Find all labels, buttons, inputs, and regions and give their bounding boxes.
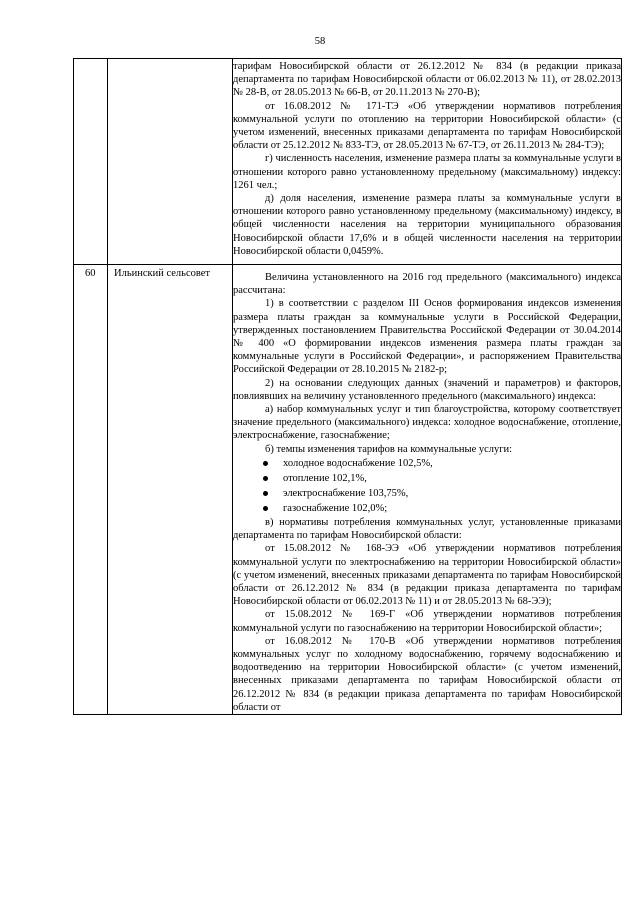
municipality-cell xyxy=(108,265,233,715)
list-item xyxy=(283,501,621,516)
paragraph: г) численность населения, изменение размера платы за коммунальные услуги в отношении которого равно установленному предельному (максимальному) индексу: 1261 чел.; xyxy=(233,153,621,191)
list-item xyxy=(283,456,621,471)
paragraph: от 16.08.2012 № 171-ТЭ «Об утверждении нормативов потребления коммунальной услуги по отоплению на территории Новосибирской области» (с учетом изменений, внесенных приказами департамента по тарифам Новосибирской области от 25.12.2012 № 833-ТЭ, от 28.05.2013 № 67-ТЭ, от 26.11.2013 № 284-ТЭ); xyxy=(233,100,621,152)
municipality-cell xyxy=(108,59,233,265)
description-cell xyxy=(233,265,622,715)
paragraph: 1) в соответствии с разделом III Основ формирования индексов изменения размера платы граждан за коммунальные услуги в Российской Федерации, утвержденных постановлением Правительства Российской Федерации от 30.04.2014 № 400 «О формировании индексов изменения размера платы граждан за коммунальные услуги в Российской Федерации», и распоряжением Правительства Российской Федерации от 28.10.2015 № 2182-р; xyxy=(233,298,621,376)
paragraph: б) темпы изменения тарифов на коммунальные услуги: xyxy=(265,443,513,455)
paragraph: 2) на основании следующих данных (значений и параметров) и факторов, повлиявших на величину установленного предельного (максимального) индекса: xyxy=(233,377,621,402)
description-cell xyxy=(233,59,622,265)
row-number-cell xyxy=(74,265,108,715)
paragraph: Величина установленного на 2016 год предельного (максимального) индекса рассчитана: xyxy=(233,272,621,297)
municipality-name xyxy=(108,59,232,61)
list-item-text: холодное водоснабжение 102,5%, xyxy=(283,457,433,469)
row-number: 60 xyxy=(85,268,96,280)
list-item-text: электроснабжение 103,75%, xyxy=(283,487,409,499)
tariff-growth-list xyxy=(233,456,621,516)
row-number-cell xyxy=(74,59,108,265)
bullet-icon xyxy=(263,506,268,511)
bullet-icon xyxy=(263,476,268,481)
municipality-name: Ильинский сельсовет xyxy=(114,268,211,280)
row-number xyxy=(74,59,107,61)
paragraph: тарифам Новосибирской области от 26.12.2012 № 834 (в редакции приказа департамента по тарифам Новосибирской области от 06.02.2013 № 11), от 28.02.2013 № 28-В, от 28.05.2013 № 66-В, от 20.11.2013 № 270-В); xyxy=(233,61,621,99)
paragraph: д) доля населения, изменение размера платы за коммунальные услуги в отношении которого равно установленному предельному (максимальному) индексу, в общей численности населения на территории муниципального образования Новосибирской области 17,6% и в общей численности населения на территории Новосибирской области 0,0459%. xyxy=(233,193,621,257)
page-number: 58 xyxy=(314,36,326,47)
table-row xyxy=(74,265,622,715)
bullet-icon xyxy=(263,491,268,496)
paragraph: в) нормативы потребления коммунальных услуг, установленные приказами департамента по тарифам Новосибирской области: xyxy=(233,516,621,542)
paragraph: от 15.08.2012 № 168-ЭЭ «Об утверждении нормативов потребления коммунальной услуги по электроснабжению на территории Новосибирской области» (с учетом изменений, внесенных приказами департамента по тарифам Новосибирской области от 26.12.2012 № 834 (в редакции приказа департамента по тарифам Новосибирской области от 06.02.2013 № 11) и от 28.05.2013 № 68-ЭЭ); xyxy=(233,543,621,608)
paragraph: от 15.08.2012 № 169-Г «Об утверждении нормативов потребления коммунальной услуги по газоснабжению на территории Новосибирской области»; xyxy=(233,609,621,634)
paragraph: а) набор коммунальных услуг и тип благоустройства, которому соответствует значение предельного (максимального) индекса: холодное водоснабжение, отопление, электроснабжение, газоснабжение; xyxy=(233,404,621,442)
tariff-index-table xyxy=(73,58,622,715)
table-row xyxy=(74,59,622,265)
list-item xyxy=(283,471,621,486)
list-item xyxy=(283,486,621,501)
list-item-text: отопление 102,1%, xyxy=(283,472,367,484)
paragraph: от 16.08.2012 № 170-В «Об утверждении нормативов потребления коммунальных услуг по холодному водоснабжению, горячему водоснабжению и водоотведению на территории Новосибирской области» (с учетом изменений, внесенных приказами департамента по тарифам Новосибирской области от 26.12.2012 № 834 (в редакции приказа департамента по тарифам Новосибирской области от xyxy=(233,635,621,713)
list-item-text: газоснабжение 102,0%; xyxy=(283,502,388,514)
bullet-icon xyxy=(263,461,268,466)
